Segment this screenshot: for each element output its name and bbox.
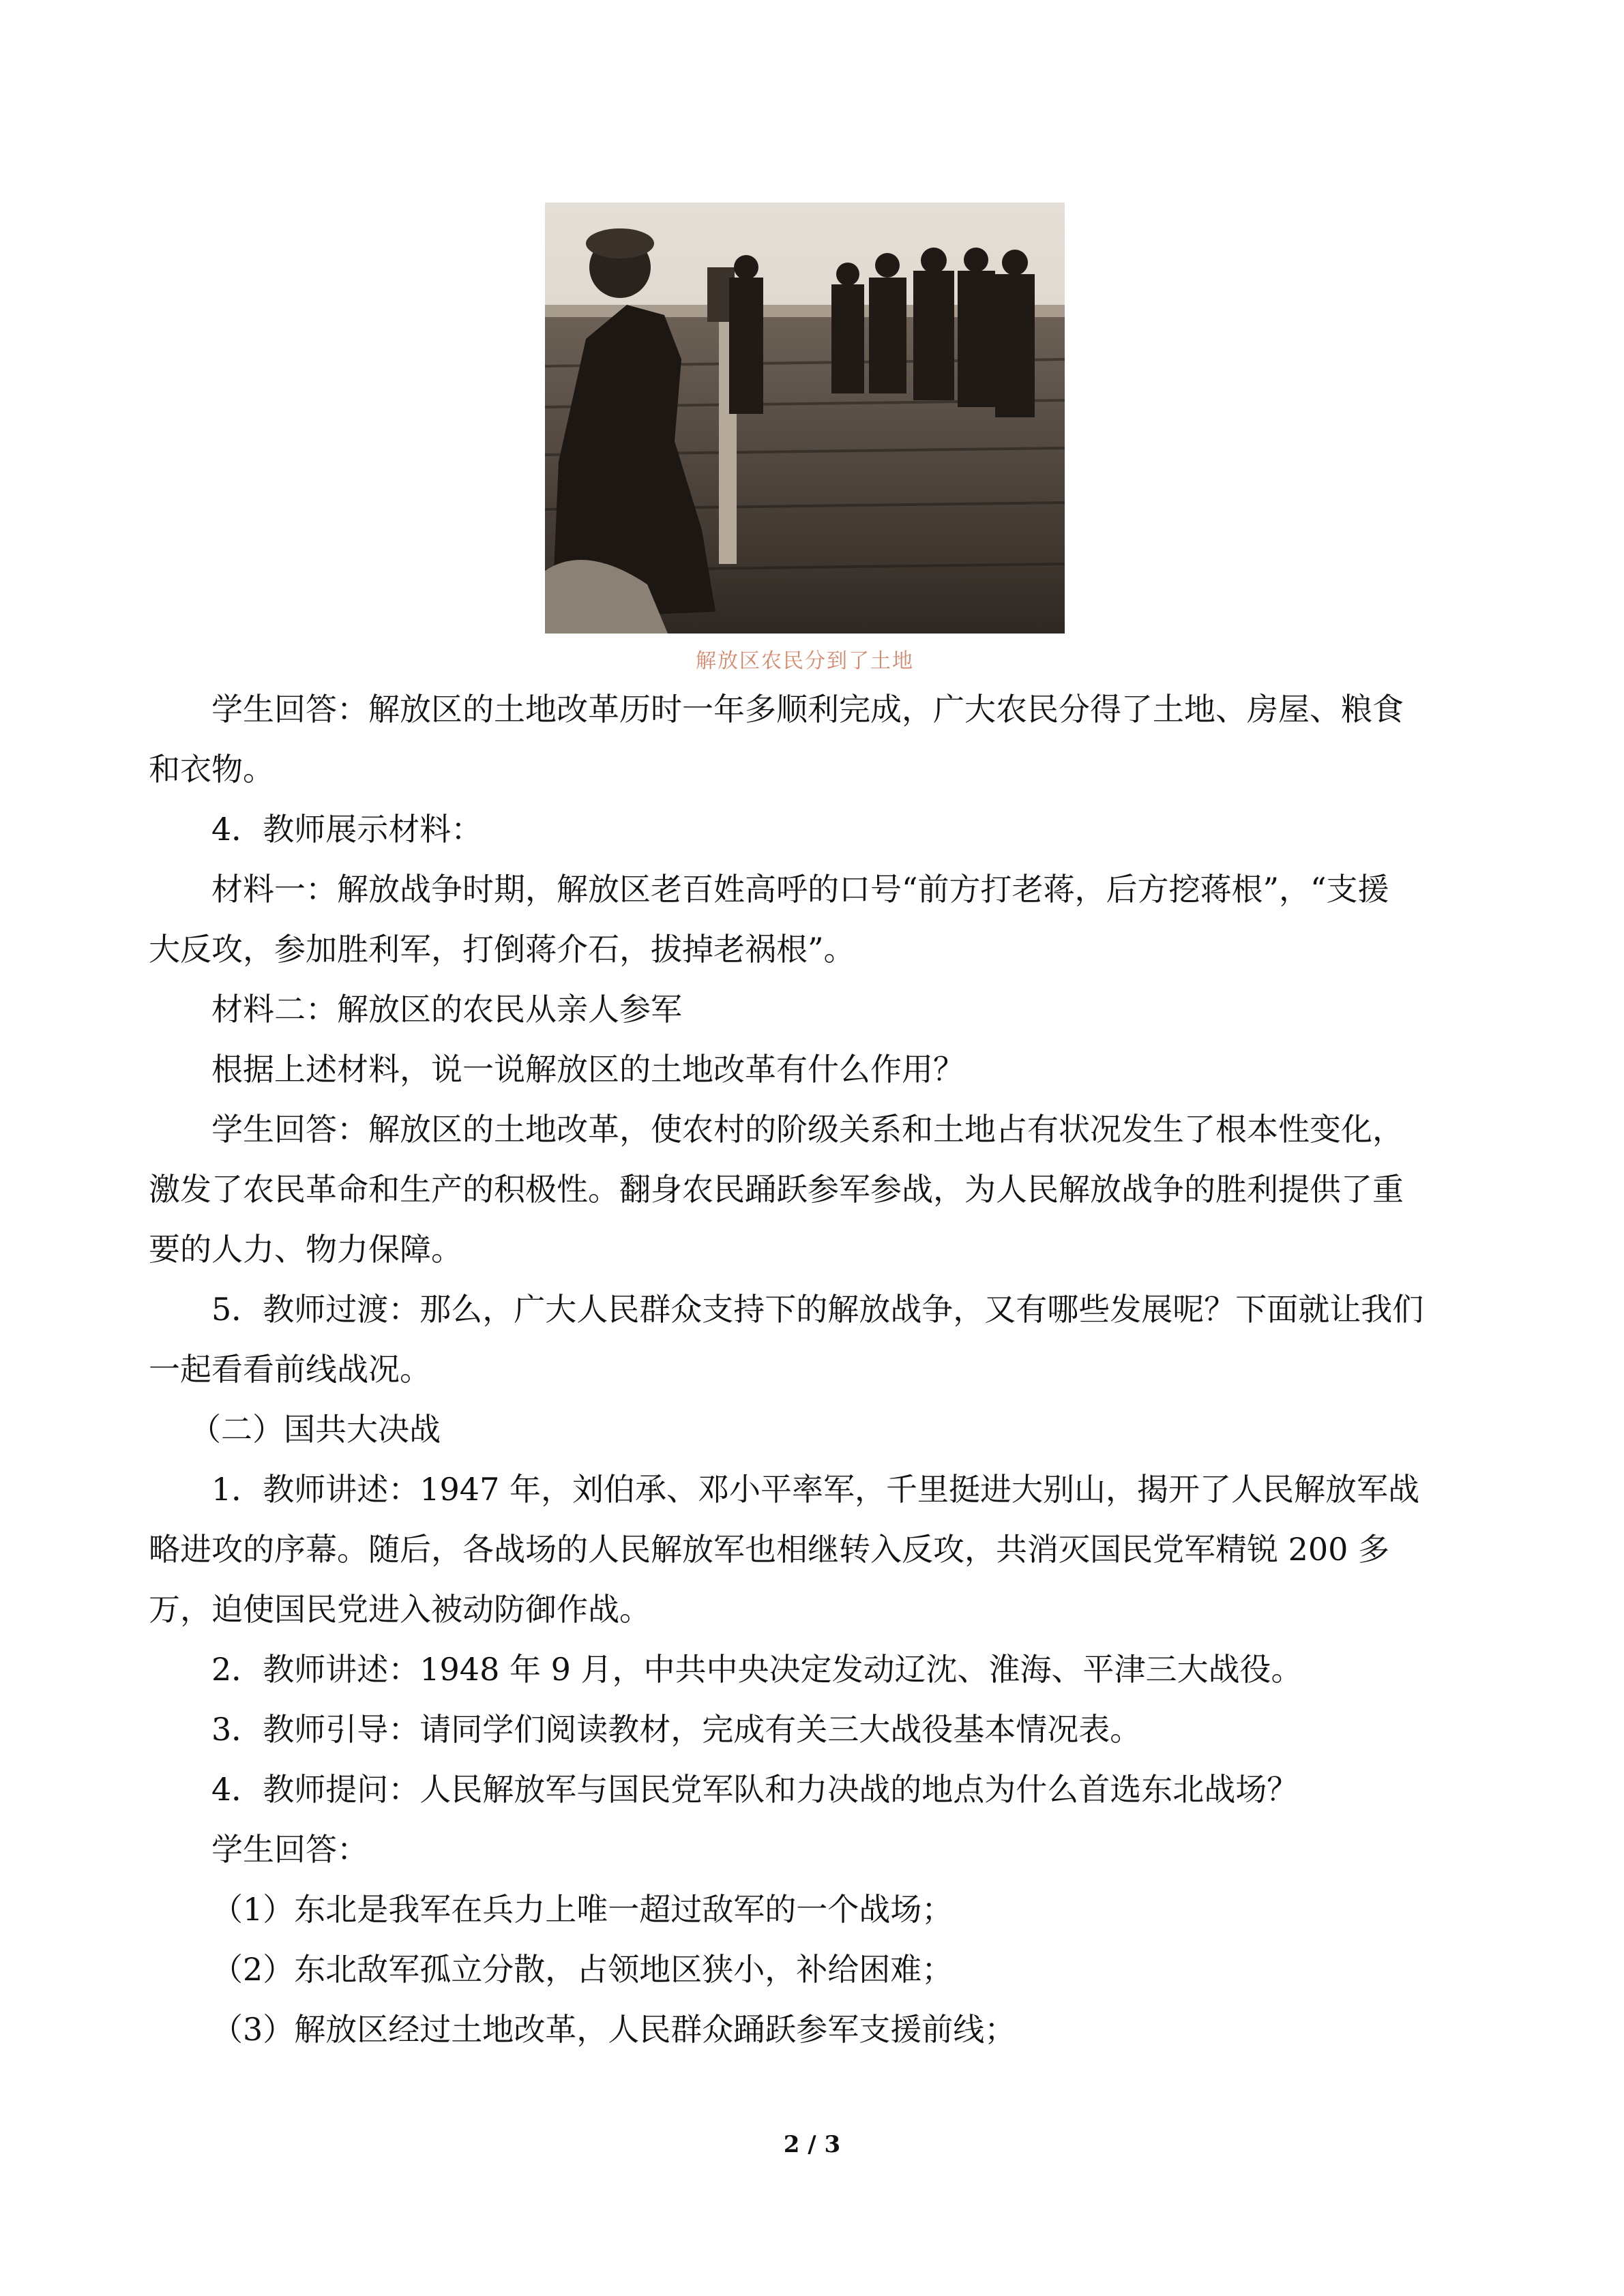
- paragraph: 激发了农民革命和生产的积极性。翻身农民踊跃参军参战，为人民解放战争的胜利提供了重: [149, 1171, 1404, 1208]
- paragraph: 万，迫使国民党进入被动防御作战。: [149, 1591, 651, 1628]
- list-item: （3）解放区经过土地改革，人民群众踊跃参军支援前线；: [211, 2011, 1016, 2048]
- page-number: 2 / 3: [783, 2131, 841, 2158]
- paragraph: 4．教师提问：人民解放军与国民党军队和力决战的地点为什么首选东北战场？: [211, 1771, 1299, 1808]
- paragraph: 根据上述材料，说一说解放区的土地改革有什么作用？: [211, 1051, 964, 1088]
- section-heading: （二）国共大决战: [190, 1411, 441, 1448]
- paragraph: 1．教师讲述：1947 年，刘伯承、邓小平率军，千里挺进大别山，揭开了人民解放军战: [211, 1471, 1419, 1508]
- paragraph: 大反攻，参加胜利军，打倒蒋介石，拔掉老祸根”。: [149, 931, 855, 968]
- photo-caption: 解放区农民分到了土地: [696, 649, 914, 673]
- paragraph: 学生回答：解放区的土地改革，使农村的阶级关系和土地占有状况发生了根本性变化，: [211, 1111, 1404, 1148]
- photo-farmers-icon: [545, 203, 1065, 633]
- body-text: [149, 679, 1475, 2059]
- paragraph: 4．教师展示材料：: [211, 811, 483, 848]
- paragraph: 5．教师过渡：那么，广大人民群众支持下的解放战争，又有哪些发展呢？下面就让我们: [211, 1291, 1424, 1328]
- paragraph: 学生回答：: [211, 1831, 368, 1868]
- list-item: （1）东北是我军在兵力上唯一超过敌军的一个战场；: [211, 1891, 954, 1928]
- paragraph: 略进攻的序幕。随后，各战场的人民解放军也相继转入反攻，共消灭国民党军精锐 200 多: [149, 1531, 1390, 1568]
- historical-photo: [545, 203, 1065, 633]
- paragraph: 2．教师讲述：1948 年 9 月，中共中央决定发动辽沈、淮海、平津三大战役。: [211, 1651, 1303, 1688]
- paragraph: 3．教师引导：请同学们阅读教材，完成有关三大战役基本情况表。: [211, 1711, 1142, 1748]
- paragraph: 和衣物。: [149, 751, 274, 788]
- paragraph: 学生回答：解放区的土地改革历时一年多顺利完成，广大农民分得了土地、房屋、粮食: [211, 691, 1404, 728]
- paragraph: 要的人力、物力保障。: [149, 1231, 462, 1268]
- paragraph: 一起看看前线战况。: [149, 1351, 431, 1388]
- paragraph: 材料二：解放区的农民从亲人参军: [211, 991, 682, 1028]
- list-item: （2）东北敌军孤立分散，占领地区狭小，补给困难；: [211, 1951, 954, 1988]
- paragraph: 材料一：解放战争时期，解放区老百姓高呼的口号“前方打老蒋，后方挖蒋根”，“支援: [211, 871, 1389, 908]
